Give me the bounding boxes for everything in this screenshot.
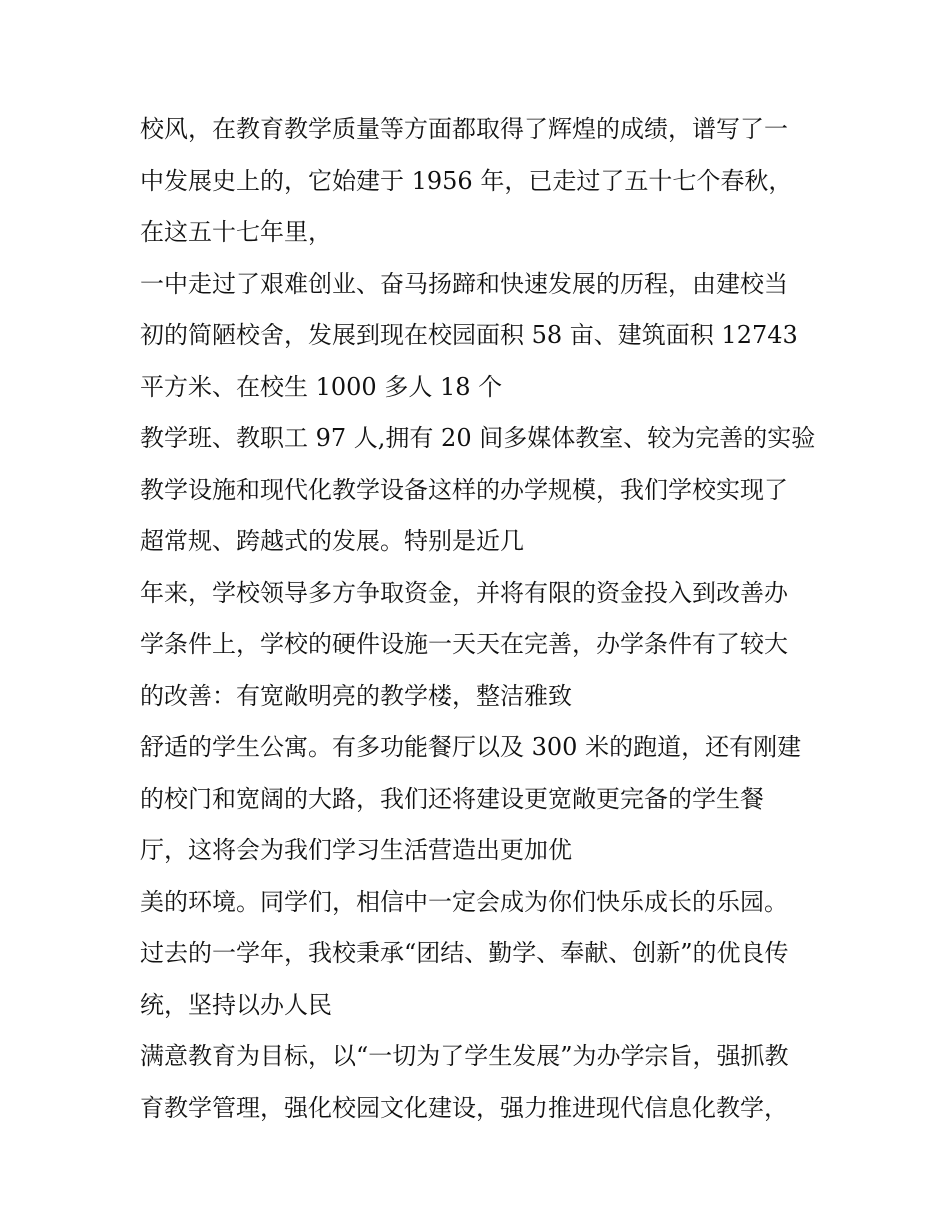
text-line: 在这五十七年里，	[140, 218, 332, 246]
text-line: 美的环境。同学们，相信中一定会成为你们快乐成长的乐园。	[140, 887, 788, 916]
text-line: 的改善：有宽敞明亮的教学楼，整洁雅致	[140, 681, 572, 710]
text-line: 厅，这将会为我们学习生活营造出更加优	[140, 836, 572, 864]
text-line: 年来，学校领导多方争取资金，并将有限的资金投入到改善办	[140, 578, 788, 607]
text-line: 学条件上，学校的硬件设施一天天在完善，办学条件有了较大	[140, 630, 788, 658]
text-line: 校风，在教育教学质量等方面都取得了辉煌的成绩，谱写了一	[140, 115, 788, 143]
text-line: 舒适的学生公寓。有多功能餐厅以及 300 米的跑道，还有刚建	[140, 733, 802, 761]
text-line: 一中走过了艰难创业、奋马扬蹄和快速发展的历程，由建校当	[140, 269, 788, 298]
text-line: 超常规、跨越式的发展。特别是近几	[140, 527, 524, 555]
text-line: 的校门和宽阔的大路，我们还将建设更宽敞更完备的学生餐	[140, 784, 764, 813]
text-line: 教学班、教职工 97 人,拥有 20 间多媒体教室、较为完善的实验	[140, 424, 816, 452]
body-text	[140, 104, 830, 1134]
text-line: 满意教育为目标，以“一切为了学生发展”为办学宗旨，强抓教	[140, 1042, 789, 1070]
text-line: 平方米、在校生 1000 多人 18 个	[140, 372, 503, 401]
text-line: 统，坚持以办人民	[140, 990, 332, 1019]
text-line: 育教学管理，强化校园文化建设，强力推进现代信息化教学，	[140, 1093, 788, 1122]
text-line: 初的简陋校舍，发展到现在校园面积 58 亩、建筑面积 12743	[140, 321, 798, 349]
text-line: 过去的一学年，我校秉承“团结、勤学、奉献、创新”的优良传	[140, 939, 789, 967]
text-line: 教学设施和现代化教学设备这样的办学规模，我们学校实现了	[140, 475, 788, 504]
text-line: 中发展史上的，它始建于 1956 年，已走过了五十七个春秋，	[140, 166, 793, 195]
